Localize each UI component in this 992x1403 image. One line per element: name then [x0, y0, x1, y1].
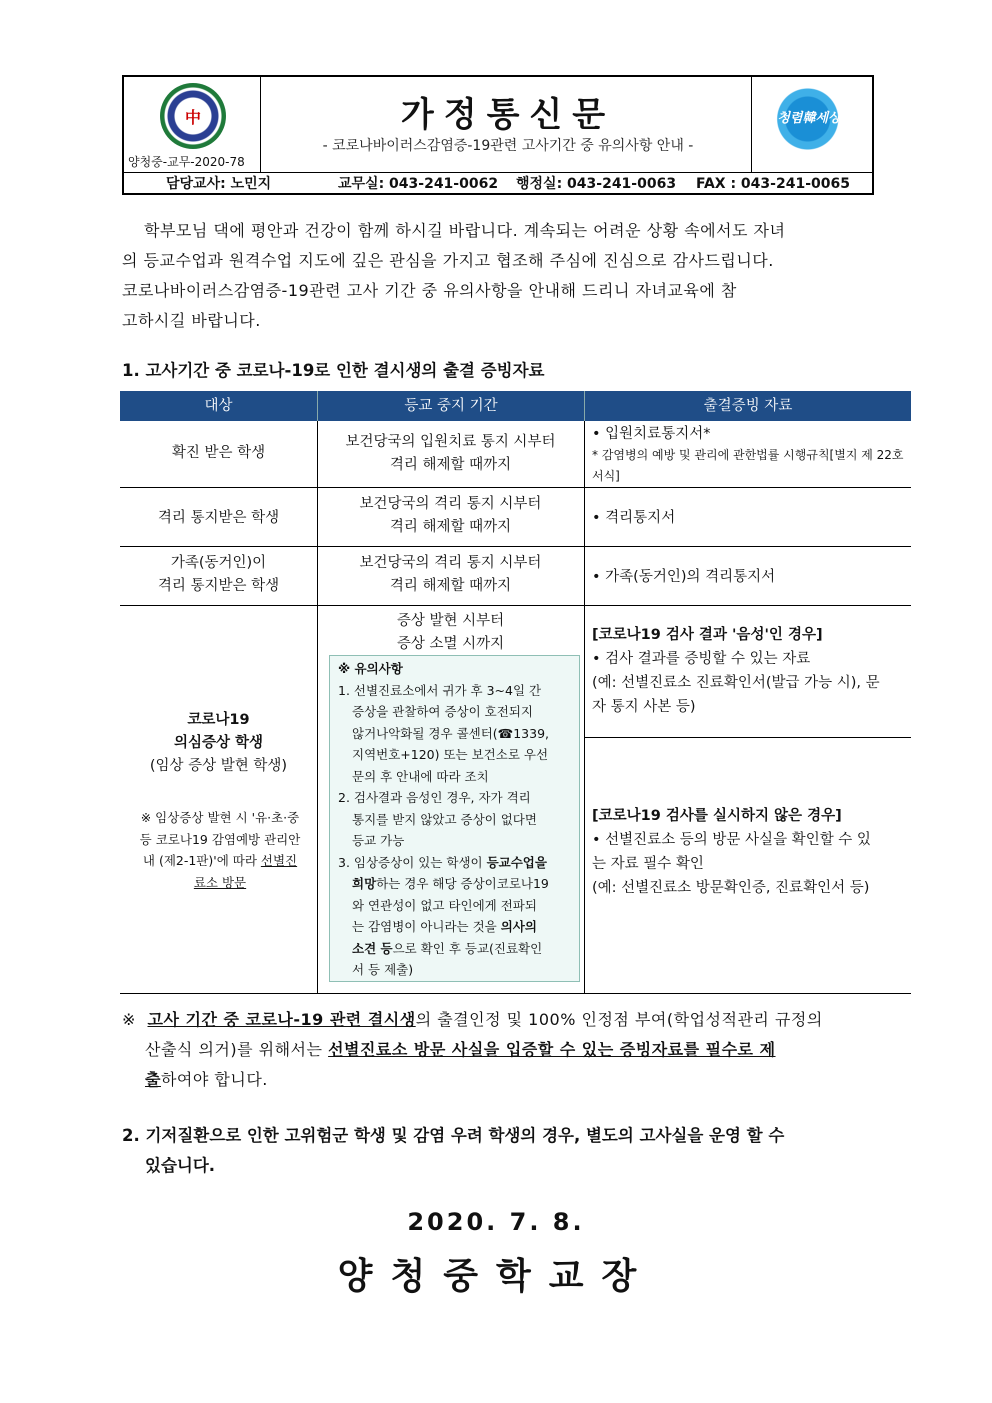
row-divider	[584, 737, 911, 738]
page-title: 가정통신문	[400, 95, 616, 135]
notice-line	[145, 1065, 268, 1095]
table-row-target: 격리 통지받은 학생	[157, 510, 280, 526]
caution-note-line: 통지를 받지 않았고 증상이 없다면	[352, 811, 537, 827]
caution-note-line: 3. 임상증상이 있는 학생이	[338, 854, 487, 870]
evidence-text: • 입원치료통지서*	[592, 426, 711, 442]
newsletter-header	[122, 75, 874, 195]
evidence-footnote: * 감염병의 예방 및 관리에 관한법률 시행규칙[별지 제 22호 서식]	[592, 448, 904, 483]
school-seal-icon	[160, 83, 226, 149]
evidence-line: 는 자료 필수 확인	[592, 856, 704, 872]
row-divider	[120, 605, 911, 606]
caution-note-line: 지역번호+120) 또는 보건소로 우선	[352, 747, 549, 762]
intro-line: 고하시길 바랍니다.	[122, 311, 261, 330]
period-line: 보건당국의 입원치료 통지 시부터	[345, 434, 556, 450]
target-note-line: 등 코로나19 감염예방 관리안	[139, 831, 301, 847]
notice-text: 하여야 합니다.	[160, 1070, 268, 1089]
caution-note-line: 증상을 관찰하여 증상이 호전되지	[352, 704, 533, 719]
row-divider	[120, 546, 911, 547]
notice-underlined: 출	[145, 1070, 161, 1089]
column-header-evidence: 출결증빙 자료	[584, 391, 911, 421]
column-header-target: 대상	[120, 391, 317, 421]
notice-mark: ※	[122, 1010, 136, 1029]
target-note-line: ※ 임상증상 발현 시 '유·초·중	[140, 810, 300, 825]
integrity-logo-text: 청렴韓세상	[777, 111, 841, 126]
section2-line: 2. 기저질환으로 인한 고위험군 학생 및 감염 우려 학생의 경우, 별도의 고사실을 운영 할 수	[122, 1126, 785, 1145]
caution-note-bold: 희망	[352, 876, 377, 891]
section1-title: 1. 고사기간 중 코로나-19로 인한 결시생의 출결 증빙자료	[122, 361, 545, 380]
period-line: 보건당국의 격리 통지 시부터	[359, 496, 542, 512]
period-line: 격리 해제할 때까지	[389, 578, 512, 594]
table-row-target	[120, 552, 317, 598]
table-row-evidence: • 가족(동거인)의 격리통지서	[592, 569, 776, 585]
caution-note-bold: 등교수업을	[486, 854, 547, 870]
suspect-target	[120, 709, 317, 778]
target-note-underlined: 료소 방문	[193, 874, 247, 890]
table-row-period	[317, 431, 584, 477]
period-line: 보건당국의 격리 통지 시부터	[359, 555, 542, 571]
principal-signature: 양청중학교장	[337, 1255, 655, 1297]
evidence-line: (예: 선별진료소 진료확인서(발급 가능 시), 문	[592, 675, 880, 691]
table-bottom-border	[120, 993, 911, 994]
issue-date: 2020. 7. 8.	[407, 1208, 585, 1236]
suspect-target-note	[128, 807, 312, 893]
integrity-logo-icon	[776, 85, 842, 153]
column-divider	[584, 421, 585, 993]
contact-info-row	[124, 172, 872, 195]
target-note-underlined: 선별진	[260, 853, 298, 868]
caution-note-line: 1. 선별진료소에서 귀가 후 3~4일 간	[338, 682, 542, 698]
caution-note-line: 않거나악화될 경우 콜센터(☎1339,	[352, 725, 550, 741]
caution-note-line: 하는 경우 해당 증상이코로나19	[376, 876, 549, 891]
fax-number: FAX : 043-241-0065	[696, 176, 850, 192]
period-line: 증상 발현 시부터	[396, 613, 505, 629]
table-row-period	[317, 493, 584, 539]
no-test-evidence	[592, 804, 910, 900]
period-line: 격리 해제할 때까지	[389, 519, 512, 535]
caution-note-line: 등교 가능	[352, 833, 405, 848]
caution-note-bold: 의사의	[500, 919, 537, 934]
table-row-evidence	[592, 423, 910, 487]
intro-line: 의 등교수업과 원격수업 지도에 깊은 관심을 가지고 협조해 주심에 진심으로 감사드립니다.	[122, 251, 774, 270]
suspect-period	[317, 610, 584, 656]
notice-underlined: 선별진료소 방문 사실을 입증할 수 있는 증빙자료를 필수로 제	[328, 1040, 776, 1059]
school-seal-text: 中	[184, 108, 201, 127]
teacher-name: 담당교사: 노민지	[166, 176, 272, 192]
caution-note-line: 2. 검사결과 음성인 경우, 자가 격리	[338, 790, 531, 805]
target-line: 격리 통지받은 학생	[157, 578, 280, 594]
page-subtitle: - 코로나바이러스감염증-19관련 고사기간 중 유의사항 안내 -	[322, 138, 694, 154]
suspect-target-line: 의심증상 학생	[173, 735, 264, 751]
no-test-title: [코로나19 검사를 실시하지 않은 경우]	[592, 808, 842, 824]
document-number: 양청중-교무-2020-78	[128, 155, 245, 169]
caution-note-line: 문의 후 안내에 따라 조치	[352, 768, 489, 784]
caution-note-line: 서 등 제출)	[352, 962, 414, 977]
evidence-line: 자 통지 사본 등)	[592, 699, 696, 715]
notice-line	[122, 1005, 823, 1035]
school-logo-cell	[124, 77, 261, 172]
office-phone: 교무실: 043-241-0062	[338, 176, 499, 192]
notice-text: 의 출결인정 및 100% 인정점 부여(학업성적관리 규정의	[415, 1010, 823, 1029]
suspect-target-sub: (임상 증상 발현 학생)	[149, 758, 288, 774]
caution-note-line: 는 감염병이 아니라는 것을	[352, 919, 501, 934]
column-header-period: 등교 중지 기간	[317, 391, 584, 421]
period-line: 증상 소멸 시까지	[396, 636, 505, 652]
caution-note-line: 와 연관성이 없고 타인에게 전파되	[352, 897, 537, 913]
target-note-line: 내 (제2-1판)'에 따라	[142, 853, 261, 868]
caution-note-bold: 소견 등	[352, 940, 393, 956]
suspect-target-line: 코로나19	[187, 712, 250, 728]
evidence-line: • 검사 결과를 증빙할 수 있는 자료	[592, 651, 811, 667]
integrity-logo-cell	[751, 77, 872, 172]
intro-line: 학부모님 댁에 평안과 건강이 함께 하시길 바랍니다. 계속되는 어려운 상황 속에서도 자녀	[144, 221, 786, 240]
negative-result-evidence	[592, 623, 910, 719]
admin-phone: 행정실: 043-241-0063	[516, 176, 677, 192]
section2-line: 있습니다.	[145, 1156, 216, 1175]
notice-line	[145, 1035, 776, 1065]
attendance-evidence-table	[120, 391, 911, 995]
evidence-line: (예: 선별진료소 방문확인증, 진료확인서 등)	[592, 880, 870, 896]
row-divider	[120, 487, 911, 488]
table-row-period	[317, 552, 584, 598]
negative-result-title: [코로나19 검사 결과 '음성'인 경우]	[592, 627, 823, 643]
caution-note-title: ※ 유의사항	[338, 661, 403, 676]
notice-text: 산출식 의거)를 위해서는	[145, 1040, 329, 1059]
table-row-evidence: • 격리통지서	[592, 510, 676, 526]
period-line: 격리 해제할 때까지	[389, 457, 512, 473]
table-row-target: 확진 받은 학생	[171, 445, 266, 461]
notice-underlined: 고사 기간 중 코로나-19 관련 결시생	[147, 1010, 416, 1029]
intro-line: 코로나바이러스감염증-19관련 고사 기간 중 유의사항을 안내해 드리니 자녀교육에 참	[122, 281, 737, 300]
caution-note-box	[329, 655, 580, 982]
caution-note-line: 으로 확인 후 등교(진료확인	[392, 940, 543, 956]
evidence-line: • 선별진료소 등의 방문 사실을 확인할 수 있	[592, 832, 871, 848]
target-line: 가족(동거인)이	[170, 555, 267, 571]
